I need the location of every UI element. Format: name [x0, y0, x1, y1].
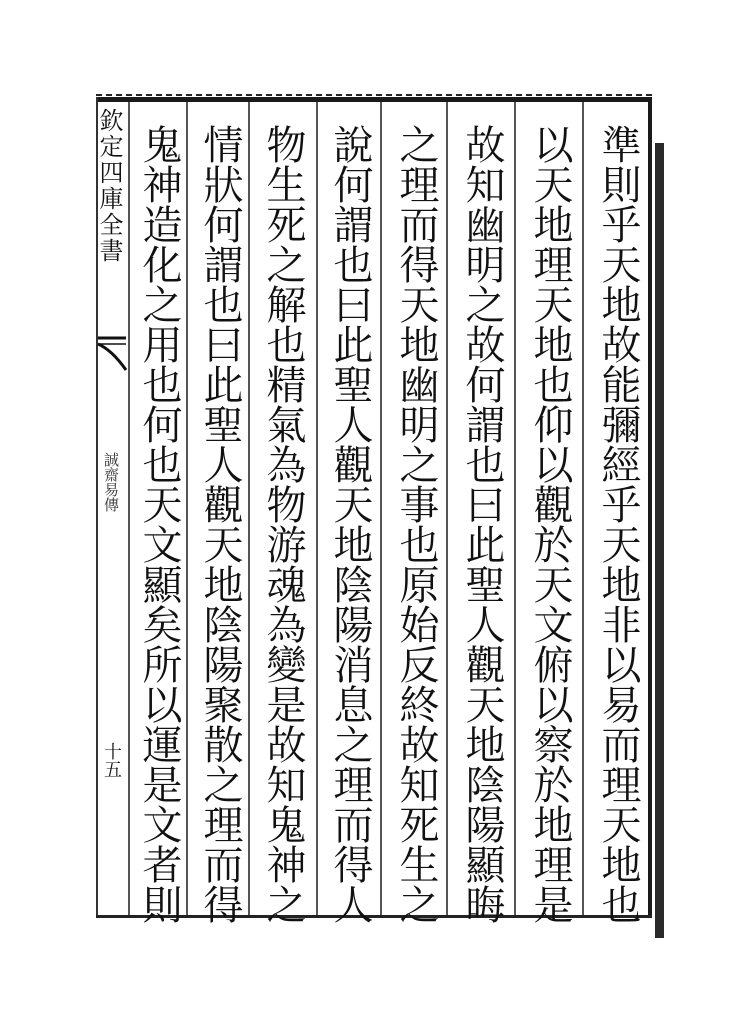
- spine-book-name: 誠齋易傳: [102, 452, 120, 512]
- column-rule: [582, 102, 584, 915]
- column-rule: [446, 102, 448, 915]
- text-column-6: 物生死之解也精氣為物游魂為變是故知鬼神之: [260, 124, 306, 924]
- text-column-8: 鬼神造化之用也何也天文顯矣所以運是文者則: [136, 124, 182, 924]
- spine-page-number: 十五: [101, 742, 122, 778]
- column-rule: [316, 102, 318, 915]
- column-rule: [380, 102, 382, 915]
- text-column-2: 以天地理天地也仰以觀於天文俯以察於地理是: [527, 124, 573, 924]
- text-column-5: 說何謂也曰此聖人觀天地陰陽消息之理而得人: [327, 124, 373, 924]
- frame-top-dashed-edge: [96, 94, 652, 96]
- frame-top-border: [96, 97, 652, 102]
- spine-title: 欽定四庫全書: [95, 108, 123, 264]
- column-rule: [514, 102, 516, 915]
- frame-right-border: [648, 97, 652, 917]
- column-rule: [128, 102, 130, 915]
- column-rule: [248, 102, 250, 915]
- text-column-3: 故知幽明之故何謂也曰此聖人觀天地陰陽顯晦: [459, 124, 505, 924]
- text-column-7: 情狀何謂也曰此聖人觀天地陰陽聚散之理而得: [197, 124, 243, 924]
- text-column-4: 之理而得天地幽明之事也原始反終故知死生之: [393, 124, 439, 924]
- fishtail-mark-icon: [96, 336, 128, 372]
- frame-right-shadow: [655, 143, 664, 938]
- text-column-1: 準則乎天地故能彌經乎天地非以易而理天地也: [595, 124, 641, 924]
